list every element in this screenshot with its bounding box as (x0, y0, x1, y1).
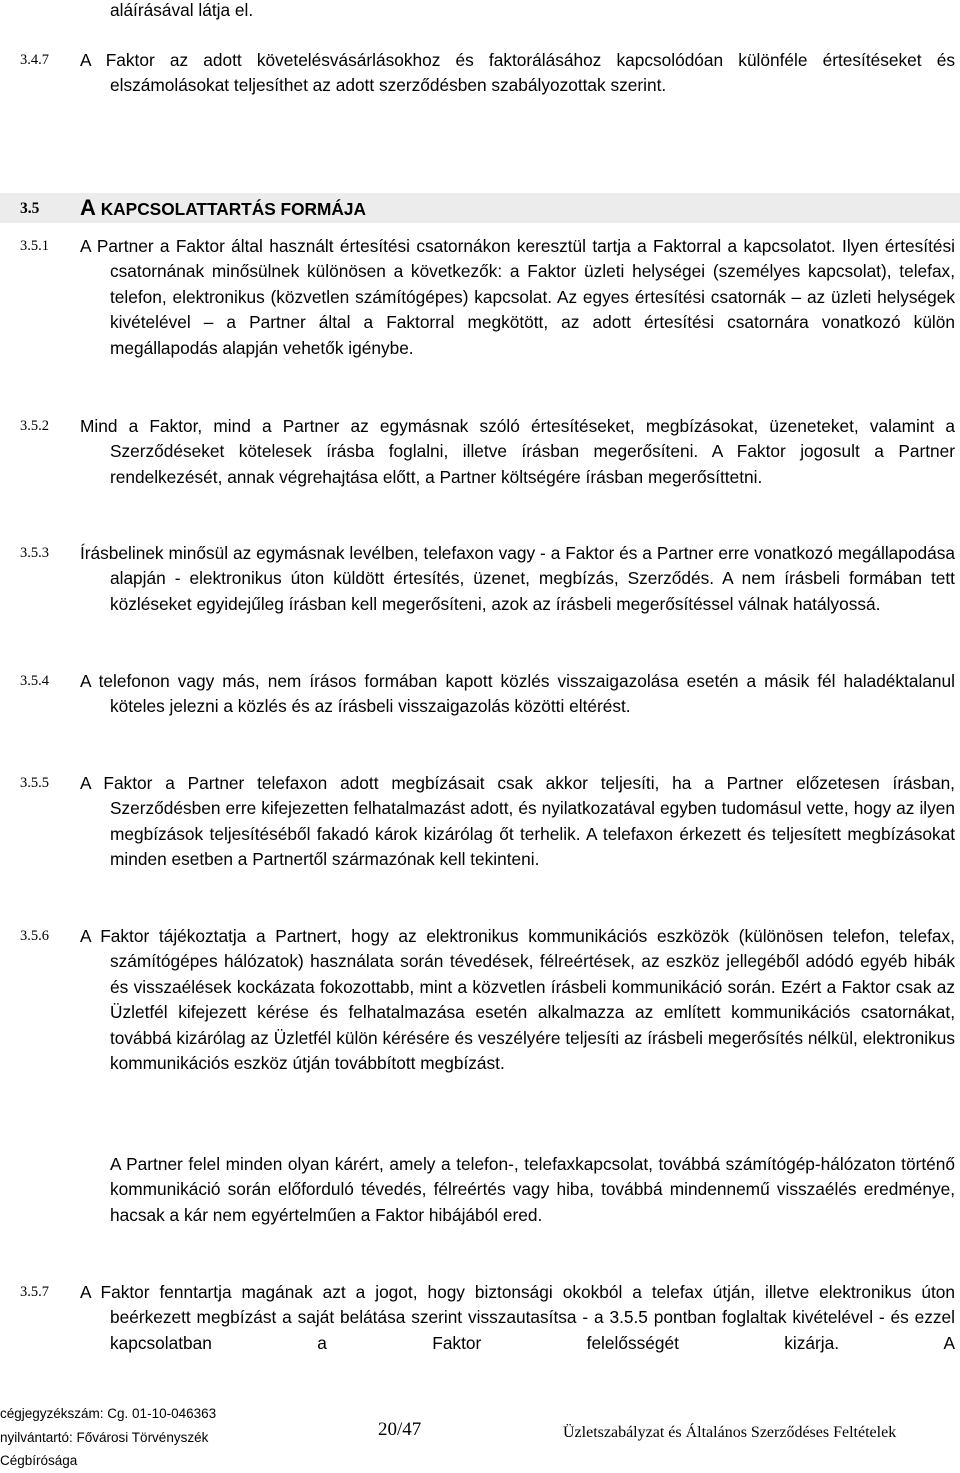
footer-company-info (0, 1402, 216, 1473)
page-number: 20/47 (378, 1419, 422, 1440)
paragraph-3-5-6-continuation: A Partner felel minden olyan kárért, amely a telefon-, telefaxkapcsolat, továbbá számítógép-hálózaton történő kommunikáció során előforduló tévedés, félreértés vagy hiba, továbbá mindennemű visszaélés eredménye, hacsak a kár nem egyértelműen a Faktor hibájából ered. (110, 1154, 955, 1225)
footer-document-title: Üzletszabályzat és Általános Szerződéses Feltételek (563, 1424, 897, 1441)
paragraph-3-5-7 (80, 1280, 955, 1356)
paragraph-number: 3.5.3 (20, 545, 49, 561)
footer-registrar: nyilvántartó: Fővárosi Törvényszék (0, 1429, 209, 1445)
paragraph-text: A Faktor tájékoztatja a Partnert, hogy az elektronikus kommunikációs eszközök (különösen telefon, telefax, számítógépes hálózatok) használata során tévedések, félreértések, az eszköz jellegéből adódó egyéb hibák és visszaélések kockázata fokozottabb, mint a közvetlen írásbeli kommunikáció során. Ezért a Faktor csak az Üzletfél kifejezett kérése és felhatalmazása esetén alkalmazza az említett kommunikációs csatornákat, továbbá kizárólag az Üzletfél külön kérésére és veszélyére teljesíti az írásbeli megerősítés nélkül, elektronikus kommunikációs eszköz útján továbbított megbízást. (80, 926, 955, 1074)
paragraph-text: A Faktor az adott követelésvásárlásokhoz és faktorálásához kapcsolódóan különféle értesítéseket és elszámolásokat teljesíthet az adott szerződésben szabályozottak szerint. (80, 50, 955, 96)
paragraph-text: A telefonon vagy más, nem írásos formában kapott közlés visszaigazolása esetén a másik fél haladéktalanul köteles jelezni a közlés és az írásbeli visszaigazolás közötti eltérést. (80, 671, 955, 717)
paragraph-number: 3.5.5 (20, 775, 49, 791)
paragraph-number: 3.5.4 (20, 673, 49, 689)
section-title-initial: A (80, 195, 96, 220)
paragraph-3-5-2 (80, 414, 955, 490)
footer-registrar-court: Cégbírósága (0, 1453, 78, 1468)
paragraph-text: A Faktor a Partner telefaxon adott megbízásait csak akkor teljesíti, ha a Partner előzetesen írásban, Szerződésben erre kifejezetten felhatalmazást adott, és nyilatkozatával egyben tudomásul vette, hogy az ilyen megbízások teljesítéséből fakadó károk kizárólag őt terhelik. A telefaxon érkezett és teljesített megbízásokat minden esetben a Partnertől származónak kell tekinteni. (80, 773, 955, 870)
section-number: 3.5 (20, 200, 40, 217)
paragraph-number: 3.4.7 (20, 52, 49, 68)
paragraph-text: A Faktor fenntartja magának azt a jogot, hogy biztonsági okokból a telefax útján, illetve elektronikus úton beérkezett megbízást a saját belátása szerint visszautasítsa - a 3.5.5 pontban foglaltak kivételével - és ezzel kapcsolatban a Faktor felelősségét kizárja. A (80, 1282, 955, 1353)
paragraph-text: Mind a Faktor, mind a Partner az egymásnak szóló értesítéseket, megbízásokat, üzeneteket, valamint a Szerződéseket kötelesek írásba foglalni, illetve írásban megerősíteni. A Faktor jogosult a Partner rendelkezését, annak végrehajtása előtt, a Partner költségére írásban megerősíttetni. (80, 416, 955, 487)
section-title-rest: KAPCSOLATTARTÁS FORMÁJA (100, 199, 366, 219)
footer-registration-number: cégjegyzékszám: Cg. 01-10-046363 (0, 1406, 217, 1421)
paragraph-3-5-3 (80, 541, 955, 617)
paragraph-number: 3.5.1 (20, 238, 49, 254)
paragraph-number: 3.5.6 (20, 928, 49, 944)
section-title (80, 194, 366, 223)
paragraph-3-5-4 (80, 669, 955, 720)
paragraph-3-5-6 (80, 924, 955, 1076)
paragraph-3-5-5 (80, 771, 955, 873)
paragraph-text: A Partner a Faktor által használt értesítési csatornákon keresztül tartja a Faktorral a kapcsolatot. Ilyen értesítési csatornának minősülnek különösen a következők: a Faktor üzleti helységei (személyes kapcsolat), telefax, telefon, elektronikus (közvetlen számítógépes) kapcsolat. Az egyes értesítési csatornák – az üzleti helységek kivételével – a Partner által a Faktorral megkötött, az adott értesítési csatornára vonatkozó külön megállapodás alapján vehetők igénybe. (80, 236, 955, 358)
paragraph-3-5-1 (80, 234, 955, 361)
continuation-text: aláírásával látja el. (110, 0, 254, 20)
paragraph-text: Írásbelinek minősül az egymásnak levélben, telefaxon vagy - a Faktor és a Partner erre vonatkozó megállapodása alapján - elektronikus úton küldött értesítés, üzenet, megbízás, Szerződés. A nem írásbeli formában tett közléseket egyidejűleg írásban kell megerősíteni, azok az írásbeli megerősítéssel válnak hatályossá. (80, 543, 955, 614)
paragraph-3-4-7 (80, 48, 955, 99)
paragraph-number: 3.5.2 (20, 418, 49, 434)
paragraph-number: 3.5.7 (20, 1284, 49, 1300)
